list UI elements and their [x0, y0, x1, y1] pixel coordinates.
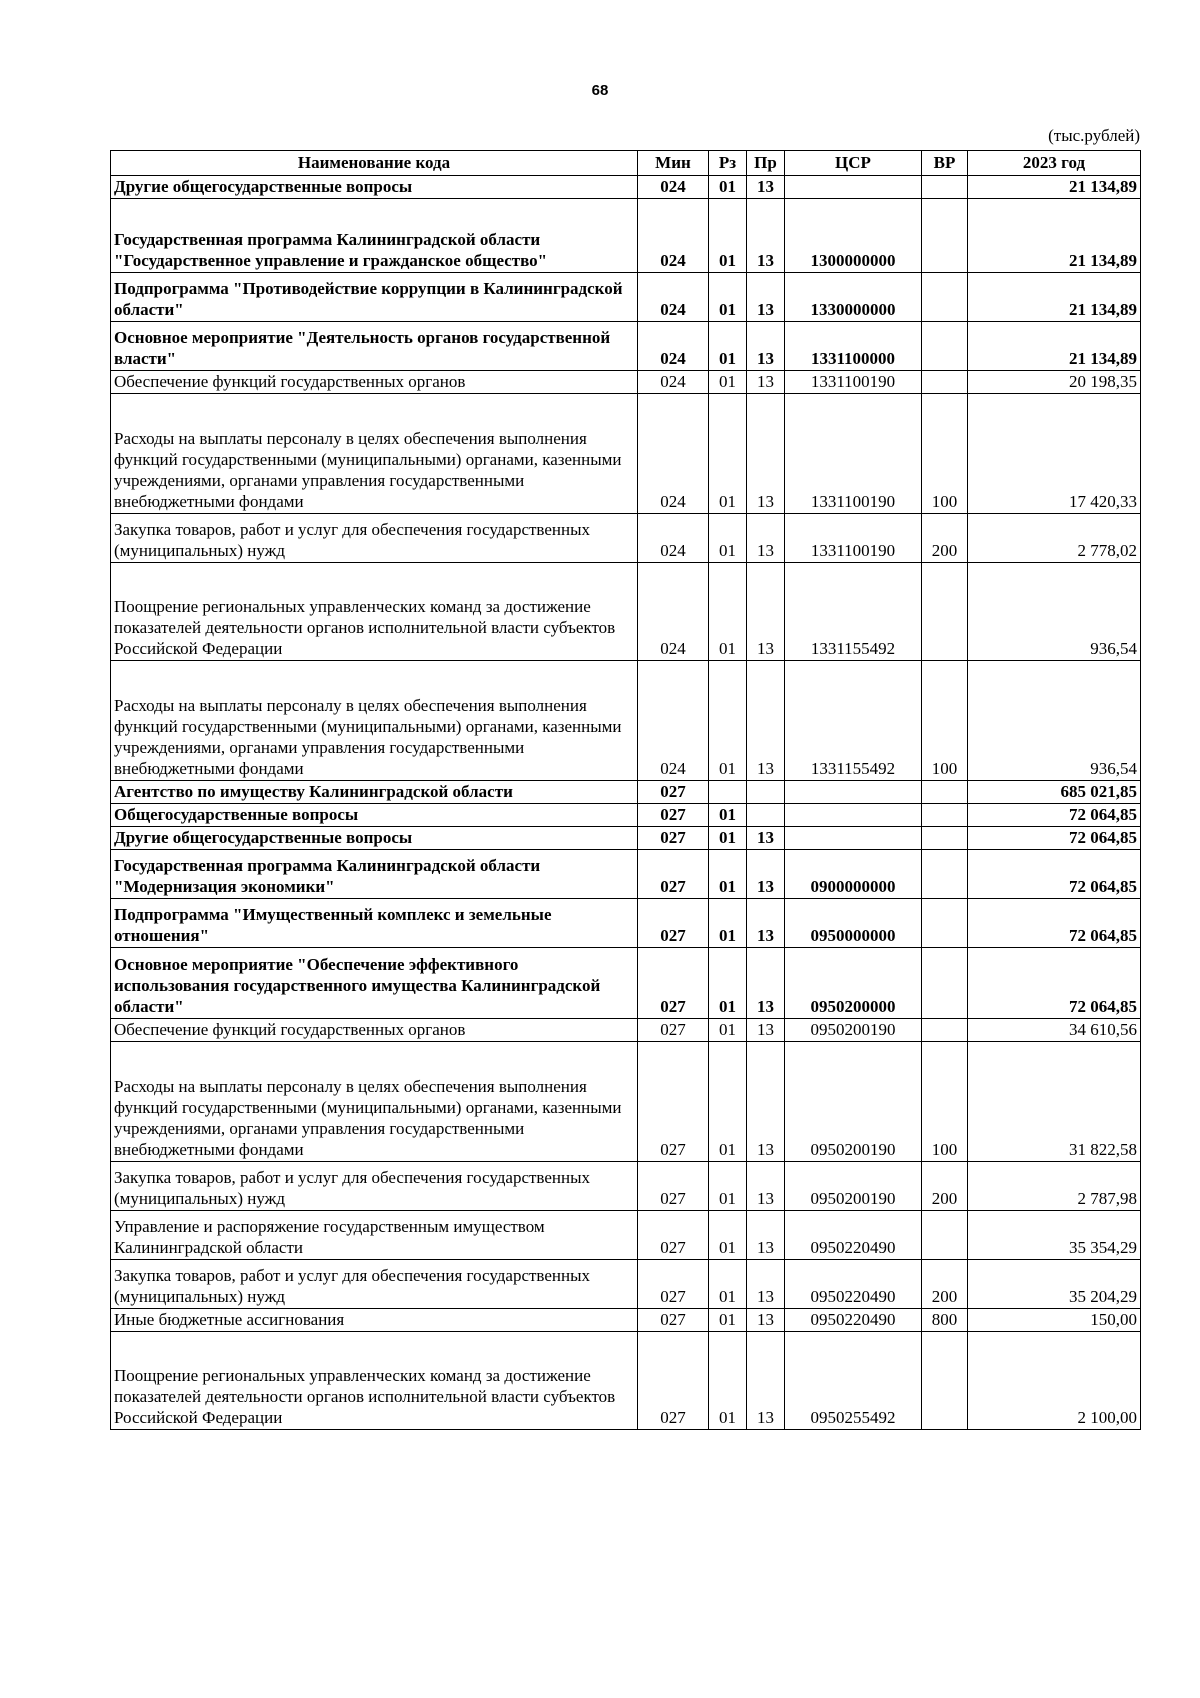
cell-pr [747, 781, 785, 804]
cell-csr: 0900000000 [785, 850, 922, 899]
table-row [111, 199, 1141, 273]
cell-name: Закупка товаров, работ и услуг для обеспечения государственных (муниципальных) нужд [111, 1162, 638, 1211]
cell-csr: 0950000000 [785, 899, 922, 948]
cell-pr: 13 [747, 1309, 785, 1332]
cell-amount: 21 134,89 [968, 199, 1141, 273]
cell-name: Расходы на выплаты персоналу в целях обеспечения выполнения функций государственными (муниципальными) органами, казенными учреждениями, органами управления государственными внебюджетными фондами [111, 394, 638, 514]
cell-vr: 100 [922, 661, 968, 781]
cell-pr: 13 [747, 1332, 785, 1430]
cell-name: Другие общегосударственные вопросы [111, 176, 638, 199]
cell-amount: 150,00 [968, 1309, 1141, 1332]
cell-pr: 13 [747, 394, 785, 514]
cell-amount: 20 198,35 [968, 371, 1141, 394]
table-row [111, 661, 1141, 781]
cell-rz: 01 [709, 176, 747, 199]
cell-rz: 01 [709, 850, 747, 899]
table-row [111, 394, 1141, 514]
table-row [111, 176, 1141, 199]
cell-pr: 13 [747, 1162, 785, 1211]
cell-amount: 72 064,85 [968, 827, 1141, 850]
cell-amount: 72 064,85 [968, 850, 1141, 899]
cell-vr: 200 [922, 1162, 968, 1211]
cell-amount: 35 354,29 [968, 1211, 1141, 1260]
cell-min: 027 [638, 1211, 709, 1260]
cell-name: Закупка товаров, работ и услуг для обеспечения государственных (муниципальных) нужд [111, 514, 638, 563]
cell-vr [922, 781, 968, 804]
cell-vr [922, 273, 968, 322]
cell-pr: 13 [747, 273, 785, 322]
table-row [111, 371, 1141, 394]
cell-vr: 100 [922, 394, 968, 514]
cell-vr [922, 176, 968, 199]
table-row [111, 899, 1141, 948]
cell-csr: 0950200190 [785, 1042, 922, 1162]
cell-csr [785, 176, 922, 199]
cell-pr: 13 [747, 899, 785, 948]
table-row [111, 273, 1141, 322]
cell-min: 027 [638, 948, 709, 1019]
cell-rz: 01 [709, 394, 747, 514]
cell-vr: 200 [922, 1260, 968, 1309]
cell-rz: 01 [709, 948, 747, 1019]
table-row [111, 563, 1141, 661]
cell-min: 027 [638, 781, 709, 804]
cell-name: Обеспечение функций государственных органов [111, 1019, 638, 1042]
cell-csr: 1331100190 [785, 514, 922, 563]
cell-csr: 1330000000 [785, 273, 922, 322]
cell-name: Обеспечение функций государственных органов [111, 371, 638, 394]
cell-rz [709, 781, 747, 804]
table-row [111, 1162, 1141, 1211]
cell-amount: 936,54 [968, 563, 1141, 661]
cell-vr [922, 199, 968, 273]
cell-csr: 1300000000 [785, 199, 922, 273]
cell-min: 027 [638, 1332, 709, 1430]
cell-pr: 13 [747, 322, 785, 371]
cell-csr: 0950220490 [785, 1309, 922, 1332]
cell-name: Государственная программа Калининградской области "Модернизация экономики" [111, 850, 638, 899]
cell-vr [922, 1211, 968, 1260]
header-pr: Пр [747, 151, 785, 176]
cell-name: Подпрограмма "Противодействие коррупции в Калининградской области" [111, 273, 638, 322]
cell-rz: 01 [709, 371, 747, 394]
cell-csr [785, 827, 922, 850]
cell-vr [922, 850, 968, 899]
table-row [111, 1309, 1141, 1332]
cell-min: 027 [638, 1019, 709, 1042]
header-csr: ЦСР [785, 151, 922, 176]
table-row [111, 1211, 1141, 1260]
table-row [111, 1332, 1141, 1430]
cell-amount: 21 134,89 [968, 273, 1141, 322]
cell-csr: 1331155492 [785, 563, 922, 661]
budget-table [110, 150, 1141, 1430]
cell-amount: 685 021,85 [968, 781, 1141, 804]
table-row [111, 322, 1141, 371]
cell-vr [922, 804, 968, 827]
page-number: 68 [591, 82, 609, 99]
header-rz: Рз [709, 151, 747, 176]
cell-amount: 35 204,29 [968, 1260, 1141, 1309]
cell-amount: 72 064,85 [968, 899, 1141, 948]
cell-rz: 01 [709, 273, 747, 322]
cell-csr [785, 804, 922, 827]
header-vr: ВР [922, 151, 968, 176]
cell-rz: 01 [709, 1332, 747, 1430]
table-row [111, 850, 1141, 899]
cell-min: 027 [638, 1162, 709, 1211]
cell-amount: 72 064,85 [968, 804, 1141, 827]
cell-rz: 01 [709, 804, 747, 827]
cell-pr: 13 [747, 176, 785, 199]
cell-name: Поощрение региональных управленческих команд за достижение показателей деятельности органов исполнительной власти субъектов Российской Федерации [111, 1332, 638, 1430]
cell-pr: 13 [747, 850, 785, 899]
cell-csr: 1331100190 [785, 371, 922, 394]
cell-csr: 0950200000 [785, 948, 922, 1019]
cell-pr [747, 804, 785, 827]
cell-pr: 13 [747, 661, 785, 781]
cell-rz: 01 [709, 827, 747, 850]
cell-rz: 01 [709, 199, 747, 273]
cell-csr: 1331100000 [785, 322, 922, 371]
cell-min: 027 [638, 850, 709, 899]
cell-csr [785, 781, 922, 804]
cell-name: Государственная программа Калининградской области "Государственное управление и гражданское общество" [111, 199, 638, 273]
cell-min: 027 [638, 1042, 709, 1162]
cell-name: Подпрограмма "Имущественный комплекс и земельные отношения" [111, 899, 638, 948]
cell-rz: 01 [709, 1211, 747, 1260]
table-row [111, 1019, 1141, 1042]
cell-pr: 13 [747, 827, 785, 850]
cell-vr: 800 [922, 1309, 968, 1332]
cell-name: Общегосударственные вопросы [111, 804, 638, 827]
cell-amount: 2 787,98 [968, 1162, 1141, 1211]
cell-min: 024 [638, 273, 709, 322]
cell-min: 024 [638, 563, 709, 661]
cell-pr: 13 [747, 514, 785, 563]
cell-vr [922, 948, 968, 1019]
cell-min: 024 [638, 199, 709, 273]
cell-pr: 13 [747, 1260, 785, 1309]
cell-rz: 01 [709, 514, 747, 563]
cell-vr: 200 [922, 514, 968, 563]
units-label: (тыс.рублей) [1048, 126, 1140, 145]
cell-amount: 936,54 [968, 661, 1141, 781]
cell-vr [922, 827, 968, 850]
cell-min: 024 [638, 371, 709, 394]
cell-name: Расходы на выплаты персоналу в целях обеспечения выполнения функций государственными (муниципальными) органами, казенными учреждениями, органами управления государственными внебюджетными фондами [111, 1042, 638, 1162]
cell-min: 024 [638, 514, 709, 563]
cell-min: 027 [638, 804, 709, 827]
cell-name: Закупка товаров, работ и услуг для обеспечения государственных (муниципальных) нужд [111, 1260, 638, 1309]
table-header-row [111, 151, 1141, 176]
cell-name: Основное мероприятие "Обеспечение эффективного использования государственного имущества Калининградской области" [111, 948, 638, 1019]
cell-csr: 0950220490 [785, 1260, 922, 1309]
cell-vr [922, 563, 968, 661]
cell-pr: 13 [747, 1211, 785, 1260]
cell-name: Расходы на выплаты персоналу в целях обеспечения выполнения функций государственными (муниципальными) органами, казенными учреждениями, органами управления государственными внебюджетными фондами [111, 661, 638, 781]
cell-min: 024 [638, 394, 709, 514]
cell-csr: 1331155492 [785, 661, 922, 781]
cell-rz: 01 [709, 563, 747, 661]
cell-vr [922, 899, 968, 948]
cell-rz: 01 [709, 661, 747, 781]
cell-min: 027 [638, 899, 709, 948]
cell-amount: 31 822,58 [968, 1042, 1141, 1162]
cell-csr: 0950255492 [785, 1332, 922, 1430]
cell-rz: 01 [709, 1162, 747, 1211]
cell-pr: 13 [747, 1042, 785, 1162]
cell-name: Основное мероприятие "Деятельность органов государственной власти" [111, 322, 638, 371]
cell-pr: 13 [747, 563, 785, 661]
table-row [111, 827, 1141, 850]
table-row [111, 781, 1141, 804]
cell-name: Агентство по имуществу Калининградской области [111, 781, 638, 804]
cell-rz: 01 [709, 1042, 747, 1162]
cell-amount: 2 778,02 [968, 514, 1141, 563]
table-body [111, 176, 1141, 1430]
cell-pr: 13 [747, 948, 785, 1019]
cell-csr: 1331100190 [785, 394, 922, 514]
table-row [111, 1042, 1141, 1162]
cell-min: 027 [638, 827, 709, 850]
header-name: Наименование кода [111, 151, 638, 176]
cell-vr [922, 1332, 968, 1430]
cell-min: 024 [638, 322, 709, 371]
cell-pr: 13 [747, 371, 785, 394]
cell-min: 024 [638, 661, 709, 781]
cell-amount: 17 420,33 [968, 394, 1141, 514]
cell-csr: 0950200190 [785, 1162, 922, 1211]
cell-min: 027 [638, 1260, 709, 1309]
cell-min: 027 [638, 1309, 709, 1332]
table-row [111, 514, 1141, 563]
cell-rz: 01 [709, 1260, 747, 1309]
cell-name: Иные бюджетные ассигнования [111, 1309, 638, 1332]
cell-pr: 13 [747, 1019, 785, 1042]
cell-min: 024 [638, 176, 709, 199]
cell-amount: 2 100,00 [968, 1332, 1141, 1430]
cell-rz: 01 [709, 322, 747, 371]
table-row [111, 1260, 1141, 1309]
cell-name: Управление и распоряжение государственным имуществом Калининградской области [111, 1211, 638, 1260]
cell-vr [922, 322, 968, 371]
cell-name: Другие общегосударственные вопросы [111, 827, 638, 850]
table-row [111, 948, 1141, 1019]
cell-rz: 01 [709, 899, 747, 948]
cell-amount: 21 134,89 [968, 176, 1141, 199]
cell-csr: 0950200190 [785, 1019, 922, 1042]
cell-csr: 0950220490 [785, 1211, 922, 1260]
cell-rz: 01 [709, 1019, 747, 1042]
cell-vr [922, 371, 968, 394]
cell-name: Поощрение региональных управленческих команд за достижение показателей деятельности органов исполнительной власти субъектов Российской Федерации [111, 563, 638, 661]
cell-pr: 13 [747, 199, 785, 273]
cell-amount: 34 610,56 [968, 1019, 1141, 1042]
cell-vr [922, 1019, 968, 1042]
header-min: Мин [638, 151, 709, 176]
cell-vr: 100 [922, 1042, 968, 1162]
cell-amount: 72 064,85 [968, 948, 1141, 1019]
cell-amount: 21 134,89 [968, 322, 1141, 371]
table-row [111, 804, 1141, 827]
header-year: 2023 год [968, 151, 1141, 176]
cell-rz: 01 [709, 1309, 747, 1332]
